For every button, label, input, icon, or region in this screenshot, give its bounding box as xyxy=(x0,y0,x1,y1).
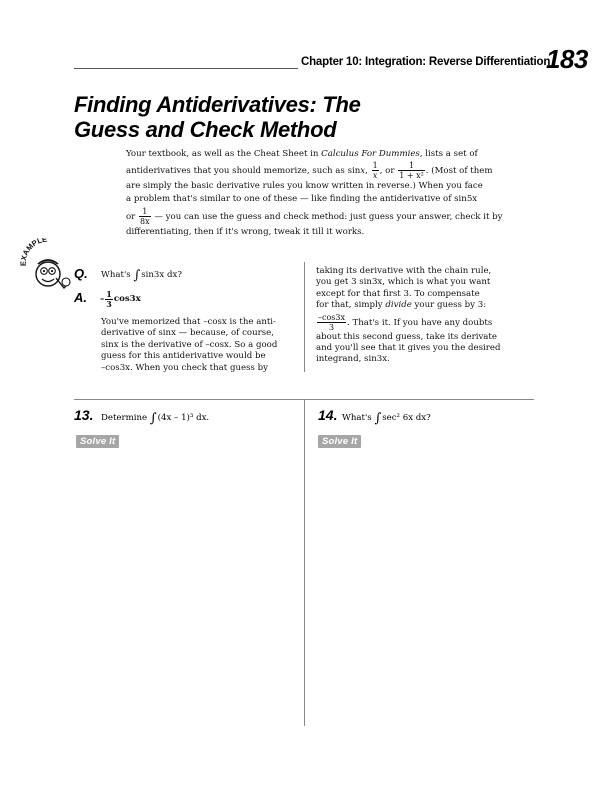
example-badge-text: AMPLE xyxy=(20,238,48,257)
svg-text:EXAMPLE xyxy=(20,238,48,266)
fraction-cos3x-over-3: $\frac{-\cos 3x}{3}$ xyxy=(318,312,346,332)
explanation-line: except for that first 3. To compensate xyxy=(316,288,480,299)
fraction-1-over-1-plus-x2: $\frac{1}{\text{1 + x²}}$ xyxy=(399,161,424,181)
explanation-line: taking its derivative with the chain rule, xyxy=(316,266,492,276)
explanation-line: and you'll see that it gives you the desired xyxy=(316,343,501,354)
fraction-1-over-8x: $\frac{1}{8x}$ xyxy=(140,206,150,226)
explanation-right xyxy=(316,266,536,366)
page-number: 183 xyxy=(546,44,588,74)
explanation-line: sinx is the derivative of –cosx. So a good xyxy=(101,339,278,350)
chapter-heading: Chapter 10: Integration: Reverse Differentiation xyxy=(301,56,551,68)
intro-line: Your textbook, as well as the Cheat Sheet in Calculus For Dummies, lists a set of xyxy=(126,149,478,159)
example-cartoon-icon xyxy=(20,238,76,294)
section-title-line-2: Guess and Check Method xyxy=(74,117,337,142)
explanation-line: for that, simply divide your guess by 3: xyxy=(316,300,487,311)
example-column-divider xyxy=(304,262,305,372)
intro-line: are simply the basic derivative rules you know written in reverse.) When you face xyxy=(126,181,483,192)
answer-label: A. xyxy=(74,290,87,305)
explanation-line: integrand, sin3x. xyxy=(316,354,390,365)
problem-14-number: 14. xyxy=(318,407,338,423)
fraction-1-over-x: $\frac{1}{x}$ xyxy=(372,161,378,181)
intro-line: antiderivatives that you should memorize, such as sinx, $\frac{1}{x}$ , or $\frac{1}{\text{1 + x²}}$ . (Most of them xyxy=(126,161,493,181)
explanation-line: –cos3x. When you check that guess by xyxy=(101,362,268,373)
book-title: Calculus For Dummies xyxy=(321,149,420,159)
explanation-line: guess for this antiderivative would be xyxy=(101,351,266,362)
section-title-line-1: Finding Antiderivatives: The xyxy=(74,92,361,117)
intro-line: differentiating, then if it's wrong, tweak it till it works. xyxy=(126,226,365,237)
problem-13-number: 13. xyxy=(74,407,94,423)
problem-13-text: Determine ∫(4x – 1)³ dx. xyxy=(101,411,210,426)
explanation-line: you get 3 sin3x, which is what you want xyxy=(316,277,491,288)
header-rule xyxy=(74,68,298,69)
explanation-left xyxy=(101,317,291,374)
question-label: Q. xyxy=(74,266,88,281)
intro-line: or $\frac{1}{8x}$ — you can use the guess and check method: just guess your answer, check it by xyxy=(126,206,503,226)
explanation-line: derivative of sinx — because, of course, xyxy=(101,328,274,339)
section-title xyxy=(74,92,361,142)
answer-expression: – $\frac{1}{3}$ cos3x xyxy=(100,289,141,309)
intro-paragraph xyxy=(126,148,536,239)
explanation-line: $\frac{-\cos 3x}{3}$ . That's it. If you have any doubts xyxy=(318,312,493,332)
explanation-line: You've memorized that –cosx is the anti- xyxy=(101,317,276,327)
problems-column-divider xyxy=(304,399,305,726)
question-text: What's ∫sin3x dx? xyxy=(101,268,182,283)
problem-14-text: What's ∫sec² 6x dx? xyxy=(342,411,431,426)
intro-line: a problem that's similar to one of these — like finding the antiderivative of sin5x xyxy=(126,194,478,205)
problem-13-solve-it-label: Solve It xyxy=(76,435,119,448)
problem-14-solve-it-label: Solve It xyxy=(318,435,361,448)
explanation-line: about this second guess, take its derivate xyxy=(316,331,497,342)
